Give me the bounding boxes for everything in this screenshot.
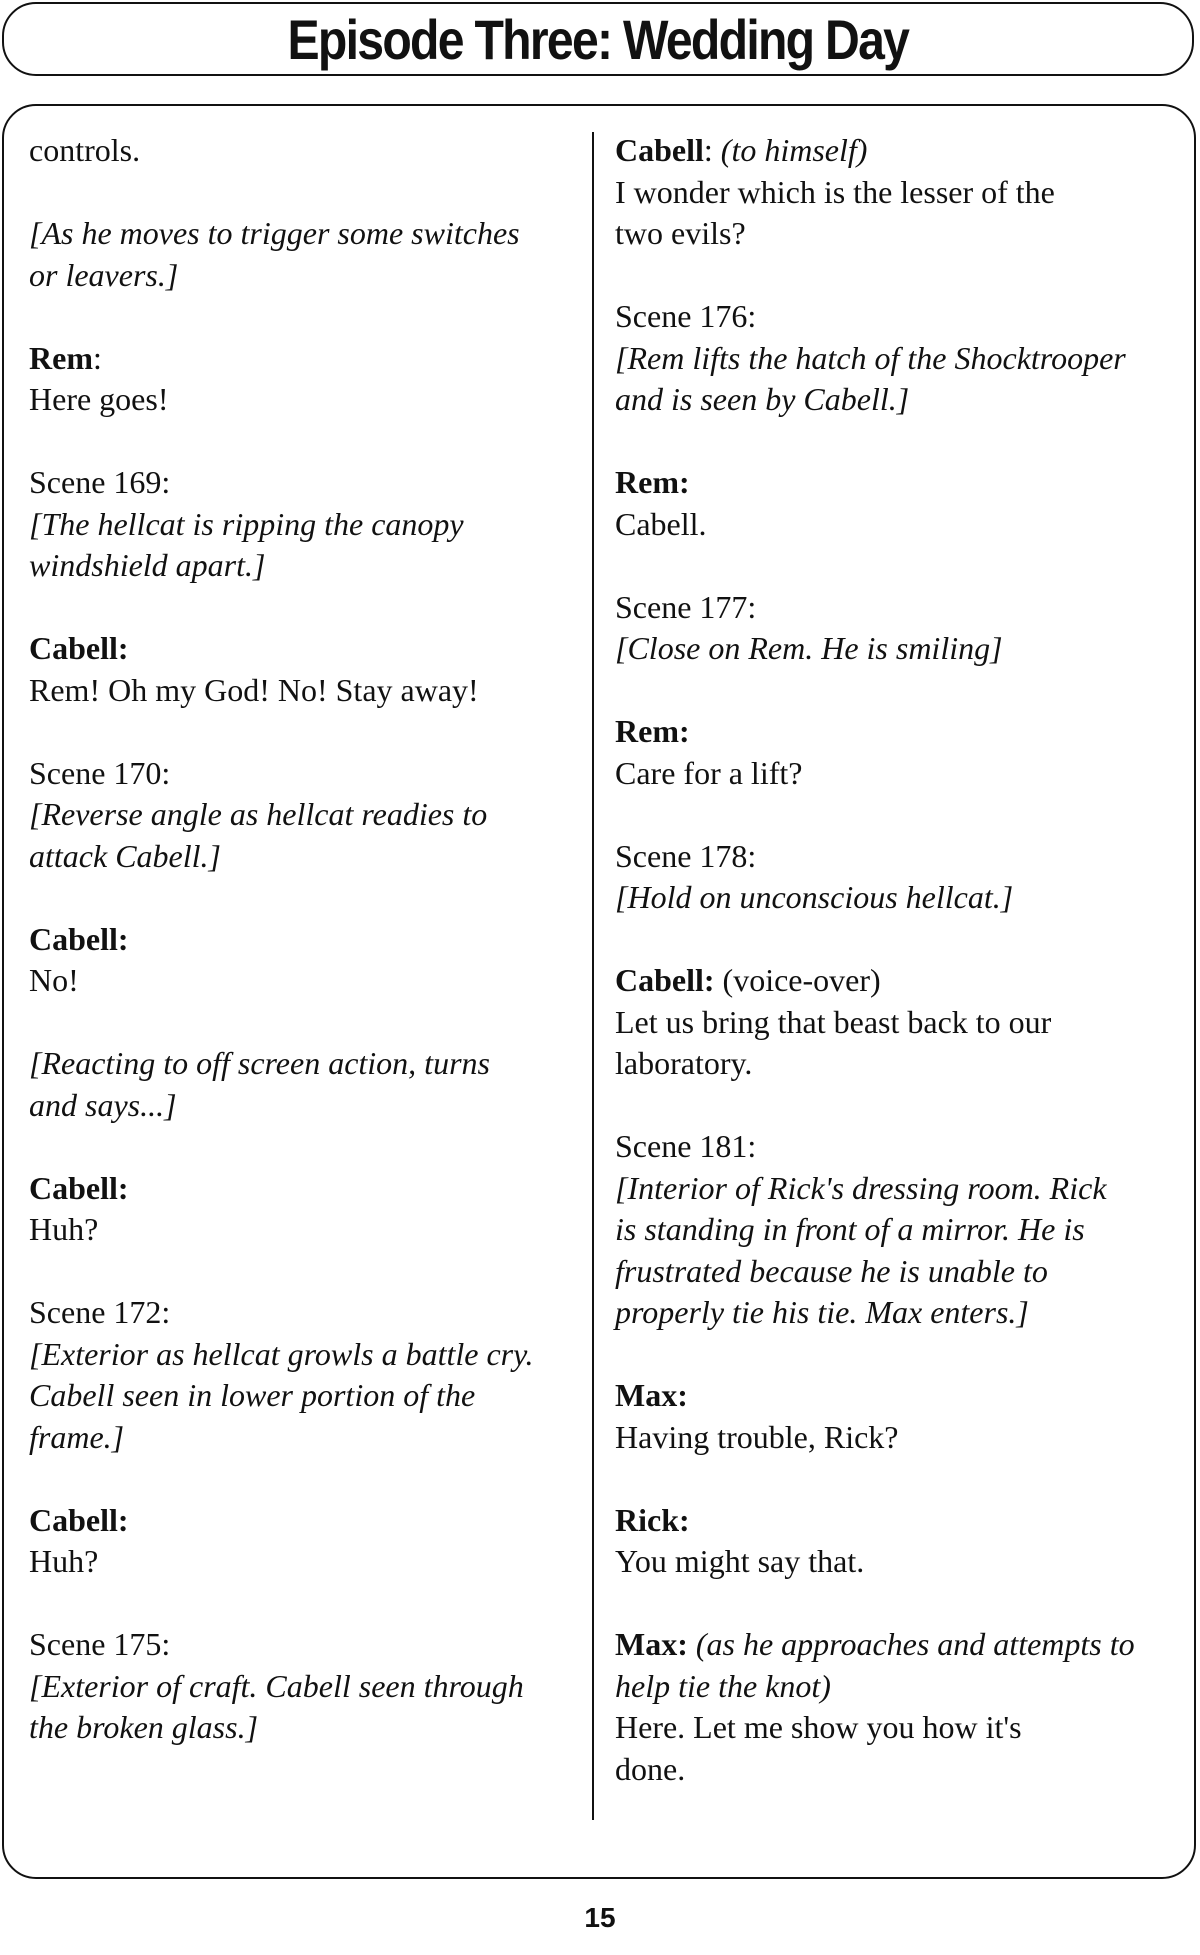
speaker-colon: :	[703, 132, 713, 168]
dialogue-block	[29, 338, 574, 421]
direction-line: [As he moves to trigger some switches	[29, 215, 520, 251]
speaker-name: Max:	[615, 1626, 688, 1662]
direction-line: [Interior of Rick's dressing room. Rick	[615, 1169, 1107, 1206]
speaker-name: Cabell:	[29, 920, 129, 957]
speaker-name: Cabell:	[29, 1169, 129, 1206]
dialogue-line: Huh?	[29, 1543, 99, 1579]
dialogue-line: controls.	[29, 132, 141, 168]
dialogue-line: Rem! Oh my God! No! Stay away!	[29, 671, 479, 708]
scene-block	[29, 753, 574, 878]
speaker-colon: :	[92, 339, 102, 376]
scene-block	[615, 296, 1175, 421]
speaker-aside: help tie the knot)	[615, 1667, 831, 1704]
speaker-name: Cabell:	[29, 1501, 129, 1538]
dialogue-line: Let us bring that beast back to our	[615, 1003, 1052, 1040]
direction-line: attack Cabell.]	[29, 837, 221, 874]
right-column	[615, 130, 1175, 1832]
dialogue-line: Care for a lift?	[615, 754, 803, 791]
direction-line: or leavers.]	[29, 256, 179, 293]
speaker-name: Cabell:	[615, 962, 715, 998]
direction-line: and says...]	[29, 1086, 177, 1123]
speaker-name: Cabell	[615, 132, 704, 168]
direction-line: is standing in front of a mirror. He is	[615, 1211, 1085, 1247]
dialogue-block	[29, 1500, 574, 1583]
scene-heading: Scene 178:	[615, 837, 757, 874]
column-divider	[592, 132, 594, 1820]
scene-block	[29, 1624, 574, 1749]
dialogue-line: two evils?	[615, 215, 746, 251]
page-title: Episode Three: Wedding Day	[287, 8, 909, 71]
direction-line: [Rem lifts the hatch of the Shocktrooper	[615, 339, 1126, 376]
direction-line: [Exterior of craft. Cabell seen through	[29, 1667, 524, 1704]
scene-heading: Scene 177:	[615, 588, 757, 625]
scene-block	[29, 1292, 574, 1458]
direction-line: frustrated because he is unable to	[615, 1252, 1048, 1289]
page-number: 15	[584, 1902, 616, 1933]
direction-line: the broken glass.]	[29, 1709, 259, 1745]
scene-block	[615, 587, 1175, 670]
speaker-name: Cabell:	[29, 630, 129, 666]
scene-heading: Scene 169:	[29, 464, 171, 500]
dialogue-block	[615, 1500, 1175, 1583]
dialogue-line: No!	[29, 962, 79, 998]
speaker-name: Max:	[615, 1377, 688, 1413]
scene-block	[615, 1126, 1175, 1334]
dialogue-block	[615, 130, 1175, 255]
dialogue-line: Here goes!	[29, 381, 169, 417]
dialogue-block	[29, 628, 574, 711]
dialogue-line: done.	[615, 1750, 686, 1787]
dialogue-block	[29, 919, 574, 1002]
direction-line: and is seen by Cabell.]	[615, 381, 910, 417]
direction-line: properly tie his tie. Max enters.]	[615, 1294, 1029, 1330]
speaker-aside: (voice-over)	[722, 962, 881, 998]
dialogue-line: Cabell.	[615, 505, 707, 542]
dialogue-block	[615, 711, 1175, 794]
scene-heading: Scene 176:	[615, 298, 757, 334]
direction-line: [Reverse angle as hellcat readies to	[29, 796, 488, 832]
dialogue-block	[29, 1168, 574, 1251]
scene-heading: Scene 170:	[29, 754, 171, 791]
speaker-name: Rem:	[615, 713, 690, 749]
speaker-name: Rem	[29, 339, 93, 376]
dialogue-line: laboratory.	[615, 1045, 753, 1081]
dialogue-block	[615, 960, 1175, 1085]
direction-line: frame.]	[29, 1418, 125, 1455]
scene-block	[615, 836, 1175, 919]
stage-direction	[29, 1043, 574, 1126]
direction-line: [The hellcat is ripping the canopy	[29, 505, 464, 542]
episode-title-banner	[2, 2, 1194, 76]
direction-line: windshield apart.]	[29, 547, 266, 583]
direction-line: [Close on Rem. He is smiling]	[615, 630, 1003, 666]
scene-heading: Scene 181:	[615, 1128, 757, 1164]
dialogue-block	[615, 1624, 1175, 1790]
left-column	[29, 130, 574, 1790]
script-block	[29, 130, 574, 172]
stage-direction	[29, 213, 574, 296]
direction-line: Cabell seen in lower portion of the	[29, 1377, 476, 1413]
scene-heading: Scene 175:	[29, 1626, 171, 1662]
dialogue-block	[615, 1375, 1175, 1458]
dialogue-line: I wonder which is the lesser of the	[615, 173, 1055, 210]
speaker-name: Rem:	[615, 464, 690, 500]
dialogue-line: Huh?	[29, 1211, 99, 1247]
direction-line: [Exterior as hellcat growls a battle cry.	[29, 1335, 534, 1372]
scene-heading: Scene 172:	[29, 1294, 171, 1330]
dialogue-line: Here. Let me show you how it's	[615, 1709, 1022, 1745]
speaker-aside: (as he approaches and attempts to	[695, 1626, 1135, 1662]
direction-line: [Reacting to off screen action, turns	[29, 1045, 490, 1081]
speaker-name: Rick:	[615, 1501, 690, 1538]
dialogue-line: Having trouble, Rick?	[615, 1418, 899, 1455]
dialogue-block	[615, 462, 1175, 545]
direction-line: [Hold on unconscious hellcat.]	[615, 879, 1014, 915]
speaker-aside: (to himself)	[720, 132, 868, 168]
scene-block	[29, 462, 574, 587]
dialogue-line: You might say that.	[615, 1543, 865, 1579]
